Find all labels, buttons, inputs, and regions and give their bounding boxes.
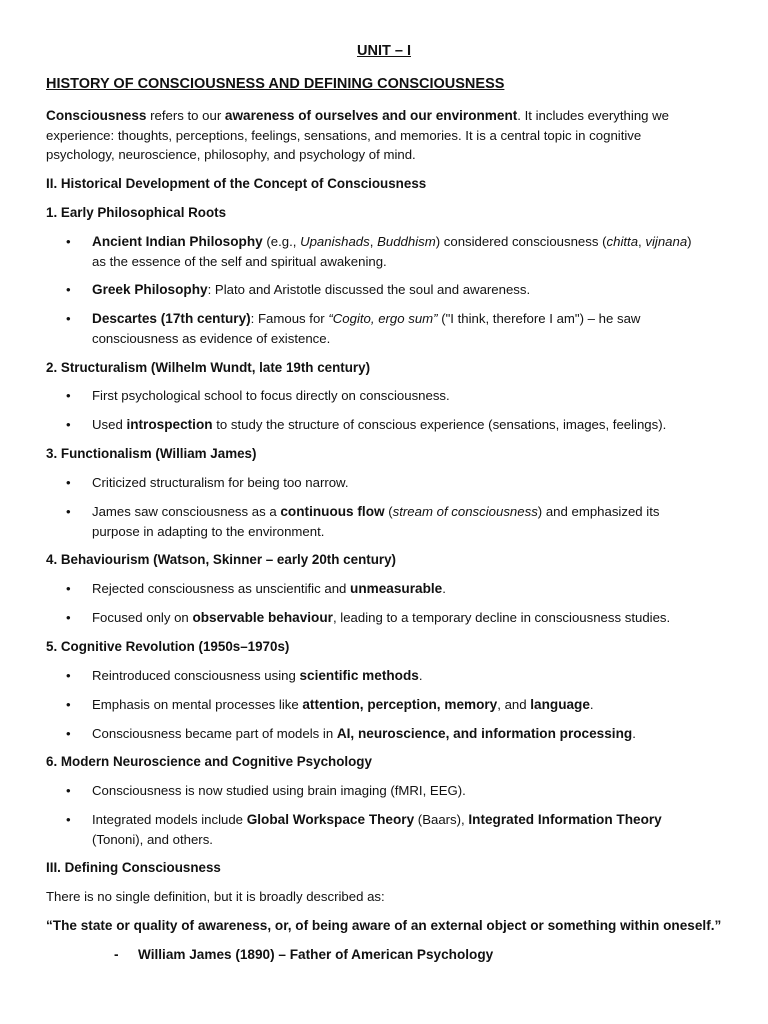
intro-line-3: psychology, neuroscience, philosophy, and psychology of mind. <box>46 147 416 162</box>
intro-text-2: . It includes everything we <box>517 108 670 123</box>
bullet-marker: • <box>66 417 71 432</box>
item-text: Used <box>92 417 127 432</box>
main-title: HISTORY OF CONSCIOUSNESS AND DEFINING CONSCIOUSNESS <box>46 76 505 92</box>
item-text: Emphasis on mental processes like <box>92 697 303 712</box>
item-text: (Baars), <box>414 812 469 827</box>
item-bold: scientific methods <box>299 668 419 683</box>
intro-text-1: refers to our <box>146 108 225 123</box>
item-text: , <box>638 234 646 249</box>
item-text: James saw consciousness as a <box>92 504 281 519</box>
item-bold: AI, neuroscience, and information processing <box>336 726 633 741</box>
subsection-6-heading: 6. Modern Neuroscience and Cognitive Psychology <box>46 754 372 769</box>
bullet-marker: • <box>66 783 71 798</box>
item-text: (e.g., <box>262 234 301 249</box>
item-text: , and <box>497 697 531 712</box>
item-text: : Plato and Aristotle discussed the soul and awareness. <box>207 282 531 297</box>
bullet-marker: • <box>66 581 71 596</box>
bullet-marker: • <box>66 388 71 403</box>
intro-bold-2: awareness of ourselves and our environment <box>224 108 518 123</box>
bullet-marker: • <box>66 668 71 683</box>
bullet-marker: • <box>66 282 71 297</box>
item-text: ) and emphasized its <box>537 504 660 519</box>
item-line-2: consciousness as evidence of existence. <box>92 330 331 346</box>
unit-title: UNIT – I <box>357 43 411 59</box>
bullet-marker: • <box>66 475 71 490</box>
attribution-line <box>114 945 493 964</box>
item-bold: Integrated Information Theory <box>468 812 662 827</box>
definition-intro: There is no single definition, but it is broadly described as: <box>46 889 385 904</box>
intro-line-2: experience: thoughts, perceptions, feelings, sensations, and memories. It is a central topic in cognitive <box>46 127 642 143</box>
bullet-marker: • <box>66 726 71 741</box>
item-italic: vijnana <box>645 234 688 249</box>
section-2-heading: II. Historical Development of the Concept of Consciousness <box>46 176 427 191</box>
item-italic: Upanishads <box>300 234 370 249</box>
item-bold: introspection <box>126 417 213 432</box>
item-bold: attention, perception, memory <box>302 697 498 712</box>
item-text: to study the structure of conscious experience (sensations, images, feelings). <box>212 417 667 432</box>
dash-marker: - <box>114 947 119 962</box>
item-text: First psychological school to focus directly on consciousness. <box>92 388 450 403</box>
item-italic: stream of consciousness <box>392 504 538 519</box>
item-bold: Ancient Indian Philosophy <box>92 234 263 249</box>
item-text: : Famous for <box>250 311 329 326</box>
item-italic: “Cogito, ergo sum” <box>328 311 438 326</box>
item-text: Criticized structuralism for being too narrow. <box>92 475 349 490</box>
item-text: . <box>589 697 594 712</box>
item-text: Consciousness is now studied using brain imaging (fMRI, EEG). <box>92 783 466 798</box>
item-bold: unmeasurable <box>350 581 443 596</box>
bullet-marker: • <box>66 812 71 827</box>
intro-paragraph <box>46 106 726 165</box>
item-italic: Buddhism <box>377 234 436 249</box>
bullet-marker: • <box>66 504 71 519</box>
item-text: Rejected consciousness as unscientific and <box>92 581 351 596</box>
subsection-5-heading: 5. Cognitive Revolution (1950s–1970s) <box>46 639 290 654</box>
bullet-marker: • <box>66 610 71 625</box>
item-text: . <box>442 581 446 596</box>
item-text: , leading to a temporary decline in consciousness studies. <box>332 610 671 625</box>
item-italic: chitta <box>606 234 639 249</box>
item-text: ( <box>384 504 393 519</box>
item-text: . <box>418 668 423 683</box>
subsection-1-heading: 1. Early Philosophical Roots <box>46 205 227 220</box>
item-text: Reintroduced consciousness using <box>92 668 300 683</box>
section-3-heading: III. Defining Consciousness <box>46 860 221 875</box>
item-bold: Global Workspace Theory <box>246 812 415 827</box>
bullet-marker: • <box>66 311 71 326</box>
item-line-2: as the essence of the self and spiritual awakening. <box>92 253 387 269</box>
attribution-text: William James (1890) – Father of American Psychology <box>138 947 494 962</box>
item-text: ) considered consciousness ( <box>435 234 607 249</box>
item-text: Consciousness became part of models in <box>92 726 337 741</box>
item-bold: Greek Philosophy <box>92 282 208 297</box>
item-text: , <box>369 234 378 249</box>
item-text: Integrated models include <box>92 812 247 827</box>
item-text: Focused only on <box>92 610 193 625</box>
item-bold: observable behaviour <box>192 610 333 625</box>
item-line-2: purpose in adapting to the environment. <box>92 523 325 539</box>
bullet-marker: • <box>66 697 71 712</box>
item-bold: language <box>530 697 590 712</box>
subsection-3-heading: 3. Functionalism (William James) <box>46 446 257 461</box>
subsection-4-heading: 4. Behaviourism (Watson, Skinner – early 20th century) <box>46 552 397 567</box>
item-bold: Descartes (17th century) <box>92 311 251 326</box>
definition-quote: “The state or quality of awareness, or, of being aware of an external object or something within oneself.” <box>46 918 722 933</box>
subsection-2-heading: 2. Structuralism (Wilhelm Wundt, late 19th century) <box>46 360 371 375</box>
item-line-2: (Tononi), and others. <box>92 831 213 847</box>
item-text: ) <box>687 234 692 249</box>
item-text: ("I think, therefore I am") – he saw <box>437 311 641 326</box>
intro-bold-1: Consciousness <box>46 108 147 123</box>
bullet-marker: • <box>66 234 71 249</box>
item-bold: continuous flow <box>280 504 385 519</box>
item-text: . <box>632 726 636 741</box>
